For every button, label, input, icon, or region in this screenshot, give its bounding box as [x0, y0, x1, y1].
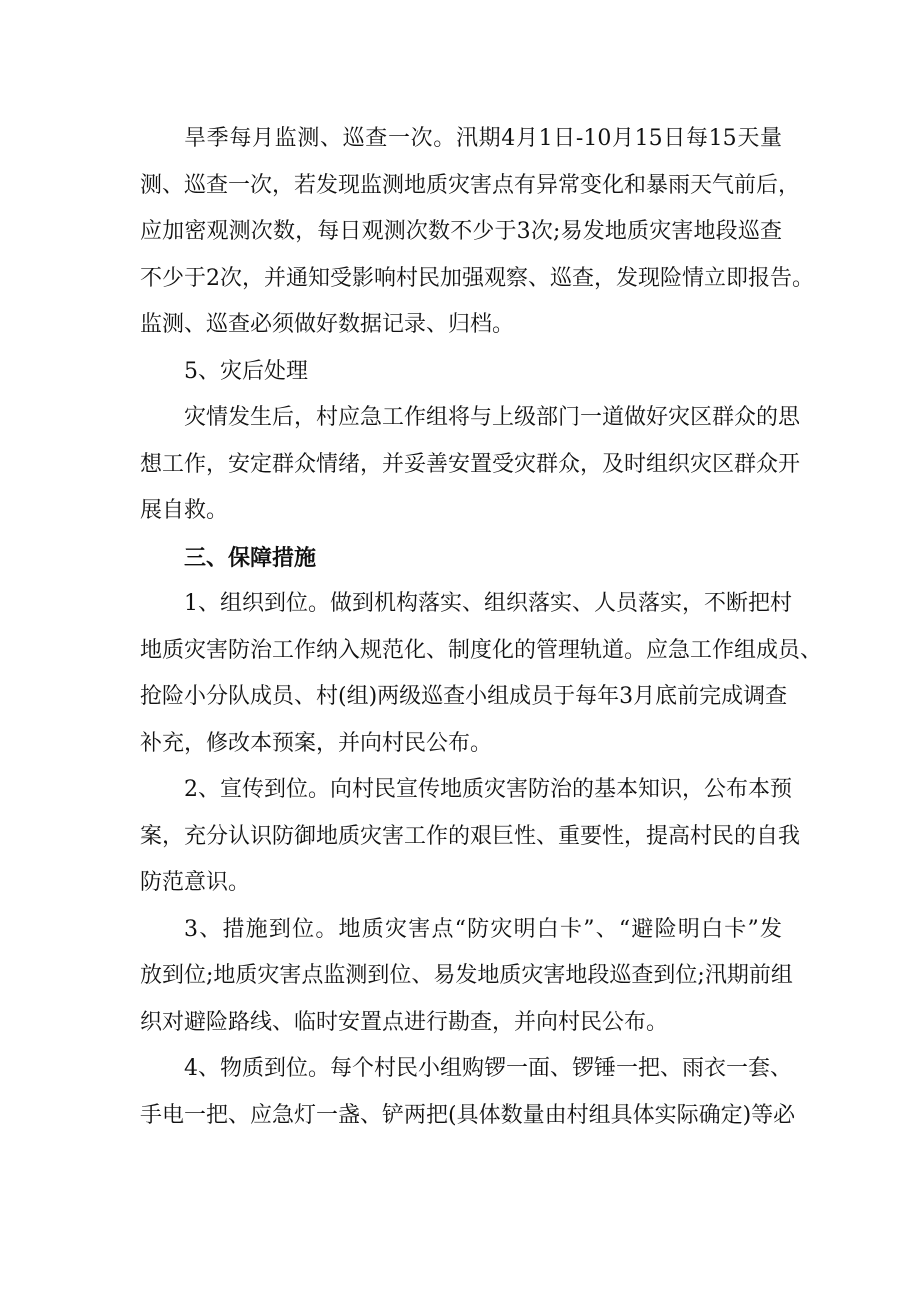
text-line: 不少于2次，并通知受影响村民加强观察、巡查，发现险情立即报告。 — [140, 265, 814, 291]
paragraph-measure-materials — [140, 1046, 796, 1139]
text-line: 织对避险路线、临时安置点进行勘查，并向村民公布。 — [140, 1009, 669, 1035]
text-line: 手电一把、应急灯一盏、铲两把(具体数量由村组具体实际确定)等必 — [140, 1102, 796, 1128]
text-line: 4、物质到位。每个村民小组购锣一面、锣锤一把、雨衣一套、 — [184, 1056, 792, 1081]
text-line: 5、灾后处理 — [184, 358, 308, 384]
text-line: 测、巡查一次，若发现监测地质灾害点有异常变化和暴雨天气前后， — [140, 172, 801, 198]
subheading-post-disaster — [140, 349, 782, 396]
text-line: 3、措施到位。地质灾害点“防灾明白卡”、“避险明白卡”发 — [184, 916, 782, 942]
document-body — [140, 116, 823, 1139]
text-line: 案，充分认识防御地质灾害工作的艰巨性、重要性，提高村民的自我 — [140, 823, 801, 849]
text-line: 地质灾害防治工作纳入规范化、制度化的管理轨道。应急工作组成员、 — [140, 637, 823, 663]
text-line: 想工作，安定群众情绪，并妥善安置受灾群众，及时组织灾区群众开 — [140, 451, 801, 477]
text-line: 灾情发生后，村应急工作组将与上级部门一道做好灾区群众的思 — [184, 405, 801, 430]
paragraph-post-disaster — [140, 395, 801, 535]
text-line: 补充，修改本预案，并向村民公布。 — [140, 730, 493, 756]
text-line: 1、组织到位。做到机构落实、组织落实、人员落实，不断把村 — [184, 591, 792, 616]
paragraph-measure-organization — [140, 581, 823, 767]
text-line: 展自救。 — [140, 498, 229, 523]
text-line: 旱季每月监测、巡查一次。汛期4月1日-10月15日每15天量 — [184, 126, 782, 151]
text-line: 监测、巡查必须做好数据记录、归档。 — [140, 312, 515, 337]
section-heading-safeguards — [140, 535, 782, 582]
text-line: 抢险小分队成员、村(组)两级巡查小组成员于每年3月底前完成调查 — [140, 684, 788, 709]
paragraph-measure-publicity — [140, 767, 801, 907]
text-line: 放到位;地质灾害点监测到位、易发地质灾害地段巡查到位;汛期前组 — [140, 963, 793, 988]
paragraph-monitoring-frequency — [140, 116, 814, 349]
text-line: 防范意识。 — [140, 870, 251, 895]
text-line: 应加密观测次数，每日观测次数不少于3次;易发地质灾害地段巡查 — [140, 219, 782, 244]
text-line: 三、保障措施 — [184, 544, 317, 571]
text-line: 2、宣传到位。向村民宣传地质灾害防治的基本知识，公布本预 — [184, 777, 792, 802]
paragraph-measure-actions — [140, 907, 793, 1047]
